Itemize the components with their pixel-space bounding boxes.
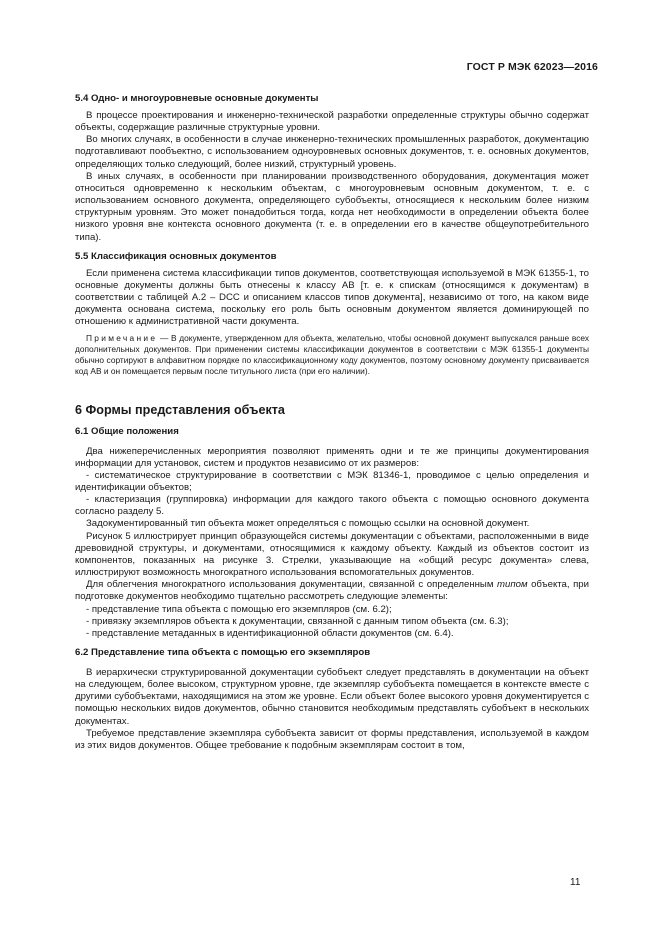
paragraph: В иерархически структурированной документации субобъект следует представлять в документации на объект на следующем, более высоком, структурном уровне, где экземпляр субобъекта помещается в контексте вместе с другими субобъектами, находящимися на этом же уровне. Если объект более высокого уровня документируется с помощью нескольких видов документов, обычно становится необходимым представлять субобъект в нескольких документах. — [75, 667, 589, 727]
paragraph: В процессе проектирования и инженерно-технической разработки определенные структуры обычно содержат объекты, содержащие различные структурные уровни. — [75, 110, 589, 134]
paragraph: Для облегчения многократного использования документации, связанной с определенным типом объекта, при подготовке документов необходимо тщательно рассмотреть следующие элементы: — [75, 579, 589, 603]
paragraph: Если применена система классификации типов документов, соответствующая используемой в МЭК 61355-1, то основные документы должны быть отнесены к классу AB [т. е. к спискам (относящимся к документам) в соответствии с таблицей A.2 – DCC и описанием классов типов документа], независимо от того, на каком виде документа основана система, поскольку его роль быть основным документом является доминирующей по отношению к административной части документа. — [75, 267, 589, 328]
paragraph: Во многих случаях, в особенности в случае инженерно-технических промышленных разработок, документацию подготавливают пообъектно, с использованием одноуровневых основных документов, т. е. основных документов, определяющих только следующий, более низкий, структурный уровень. — [75, 134, 589, 170]
section-6-1-title: 6.1 Общие положения — [75, 425, 179, 437]
section-6-2-title: 6.2 Представление типа объекта с помощью его экземпляров — [75, 647, 371, 658]
paragraph: В иных случаях, в особенности при планировании производственного оборудования, документация может относиться одновременно к нескольким объектам, с многоуровневым основным документом, т. е. с использованием основного документа, определяющего субобъекты, относящиеся к нескольким более низким структурным уровням. Это может понадобиться тогда, когда нет необходимости в определении объекта более низкого уровня вне контекста основного документа (т. е. в определении его в качестве общеупотребительного типа). — [75, 170, 589, 243]
standard-header: ГОСТ Р МЭК 62023—2016 — [466, 61, 598, 73]
section-5-4-title: 5.4 Одно- и многоуровневые основные документы — [75, 93, 319, 104]
list-item: - систематическое структурирование в соответствии с МЭК 81346-1, проводимое с целью определения и идентификации объектов; — [75, 469, 589, 493]
list-item: - представление метаданных в идентификационной области документов (см. 6.4). — [86, 627, 454, 639]
section-6-title: 6 Формы представления объекта — [75, 402, 285, 417]
page-content — [75, 93, 589, 752]
paragraph: Требуемое представление экземпляра субобъекта зависит от формы представления, используемой в каждом из этих видов документов. Общее требование к подобным экземплярам состоит в том, — [75, 727, 589, 751]
note — [75, 333, 589, 377]
list-item: - представление типа объекта с помощью его экземпляров (см. 6.2); — [86, 603, 392, 615]
note-text: — В документе, утвержденном для объекта, желательно, чтобы основной документ выпускался раньше всех дополнительных документов. При применении системы классификации документов в соответствии с МЭК 61355-1 документы обычно сортируют в алфавитном порядке по классификационному коду документов, поэтому основному документу присваивается код AB и он помещается первым после титульного листа (при его наличии). — [75, 332, 589, 376]
emphasis: типом — [497, 579, 528, 591]
paragraph: Рисунок 5 иллюстрирует принцип образующейся системы документации с объектами, расположенными в виде древовидной структуры, и документами, относящимися к каждому объекту. Каждый из объектов состоит из компонентов, показанных на рисунке 3. Стрелки, указывающие на «общий ресурс документа» слева, иллюстрируют возможность многократного использования вспомогательных документов. — [75, 530, 589, 579]
paragraph: Задокументированный тип объекта может определяться с помощью ссылки на основной документ. — [86, 518, 530, 530]
paragraph: Два нижеперечисленных мероприятия позволяют применять одни и те же принципы документирования информации для установок, систем и продуктов независимо от их размеров: — [75, 445, 589, 469]
list-item: - кластеризация (группировка) информации для каждого такого объекта с помощью основного документа согласно разделу 5. — [75, 494, 589, 518]
note-label: Примечание — [86, 332, 158, 343]
page-number: 11 — [570, 877, 581, 888]
section-5-5-title: 5.5 Классификация основных документов — [75, 250, 277, 262]
list-item: - привязку экземпляров объекта к документации, связанной с данным типом объекта (см. 6.3); — [86, 615, 509, 627]
